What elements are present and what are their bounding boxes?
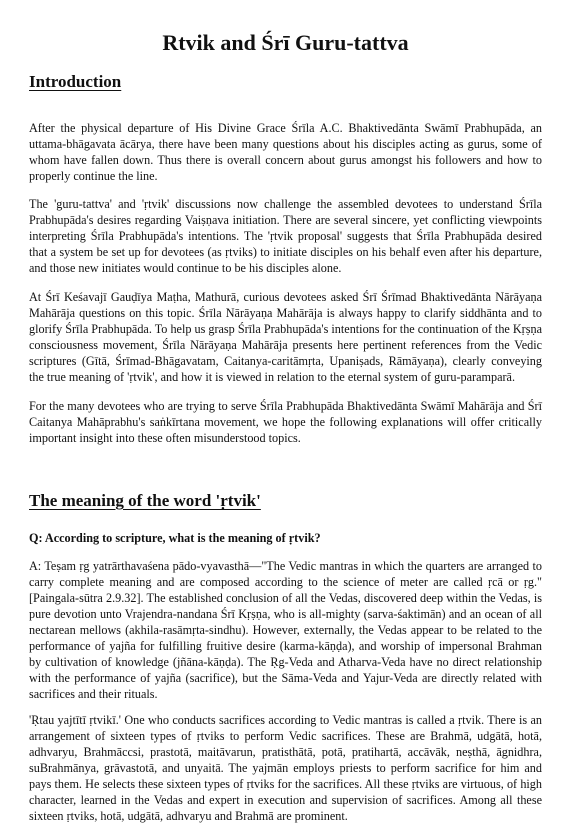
section-heading-meaning: The meaning of the word 'ṛtvik' (29, 491, 261, 510)
intro-paragraph-4: For the many devotees who are trying to serve Śrīla Prabhupāda Bhaktivedānta Swāmī Mahārāja and Śrī Caitanya Mahāprabhu's saṅkīrtana movement, we hope the following explanations will offer critically important insight into these often misunderstood topics. (29, 399, 542, 445)
intro-paragraph-1: After the physical departure of His Divine Grace Śrīla A.C. Bhaktivedānta Swāmī Prabhupāda, an uttama-bhāgavata ācārya, there have been many questions about his disciples acting as gurus, some of whom have fallen down. Thus there is overall concern about gurus amongst his followers and how to properly continue the line. (29, 121, 542, 183)
intro-paragraph-2: The 'guru-tattva' and 'ṛtvik' discussions now challenge the assembled devotees to understand Śrīla Prabhupāda's desires regarding Vaiṣṇava initiation. There are several sincere, yet conflicting viewpoints interpreting Śrīla Prabhupāda's intentions. The 'ṛtvik proposal' suggests that Śrīla Prabhupāda desired that a system be set up for devotees (as ṛtviks) to initiate disciples on his behalf even after his departure, and those new initiates would continue to be his disciples alone. (29, 197, 542, 275)
question-text: Q: According to scripture, what is the meaning of ṛtvik? (29, 531, 321, 545)
intro-paragraph-3: At Śrī Keśavajī Gauḍīya Maṭha, Mathurā, curious devotees asked Śrī Śrīmad Bhaktivedānta Nārāyaṇa Mahārāja questions on this topic. Śrīla Nārāyaṇa Mahārāja is always happy to clarify siddhānta and to glorify Śrīla Prabhupāda. To help us grasp Śrīla Prabhupāda's intentions for the continuation of the Kṛṣṇa consciousness movement, Śrīla Nārāyaṇa Mahārāja presents here pertinent references from the Vedic scriptures (Gītā, Śrīmad-Bhāgavatam, Caitanya-caritāmṛta, Upaniṣads, Rāmāyaṇa), clearly conveying the true meaning of 'ṛtvik', and how it is viewed in relation to the eternal system of guru-paramparā. (29, 290, 542, 384)
answer-paragraph-1: A: Teṣam ṛg yatrārthavaśena pādo-vyavasthā—"The Vedic mantras in which the quarters are arranged to carry complete meaning and are composed according to the science of meter are called ṛcā or ṛg." [Paingala-sūtra 2.9.32]. The established conclusion of all the Vedas, discovered deep within the Vedas, is pure devotion unto Vrajendra-nandana Śrī Kṛṣṇa, who is all-mighty (sarva-śaktimān) and an ocean of all nectarean mellows (akhila-rasāmṛta-sindhu). However, externally, the Vedas appear to be related to the performance of yajña for fulfilling fruitive desire (karma-kāṇḍa), and worship of impersonal Brahman by cultivation of knowledge (jñāna-kāṇḍa). The Ṛg-Veda and Atharva-Veda have no direct relationship with the performance of yajña (sacrifice), but the Sāma-Veda and Yajur-Veda are directly related with sacrifices and their rituals. (29, 559, 542, 701)
section-heading-introduction: Introduction (29, 72, 122, 91)
page-title: Rtvik and Śrī Guru-tattva (162, 30, 409, 55)
answer-paragraph-2: 'Ṛtau yajtītī ṛtvikī.' One who conducts sacrifices according to Vedic mantras is called a ṛtvik. There is an arrangement of sixteen types of ṛtviks to perform Vedic sacrifices. These are Brahmā, udgātā, hotā, adhvaryu, Brahmāccsi, prastotā, maitāvarun, pratisthātā, potā, pratihartā, accāvāk, neṣthā, āgnidhra, suBrahmānya, grāvastotā, and unyaitā. The yajmān employs priests to perform sacrifice for him and pays them. He selects these sixteen types of ṛtviks for the sacrifices. All these ṛtviks are virtuous, of high character, learned in the Vedas and expert in execution and supervision of sacrifices. Among all these sixteen ṛtviks, hotā, udgātā, adhvaryu and Brahmā are prominent. (29, 713, 542, 823)
